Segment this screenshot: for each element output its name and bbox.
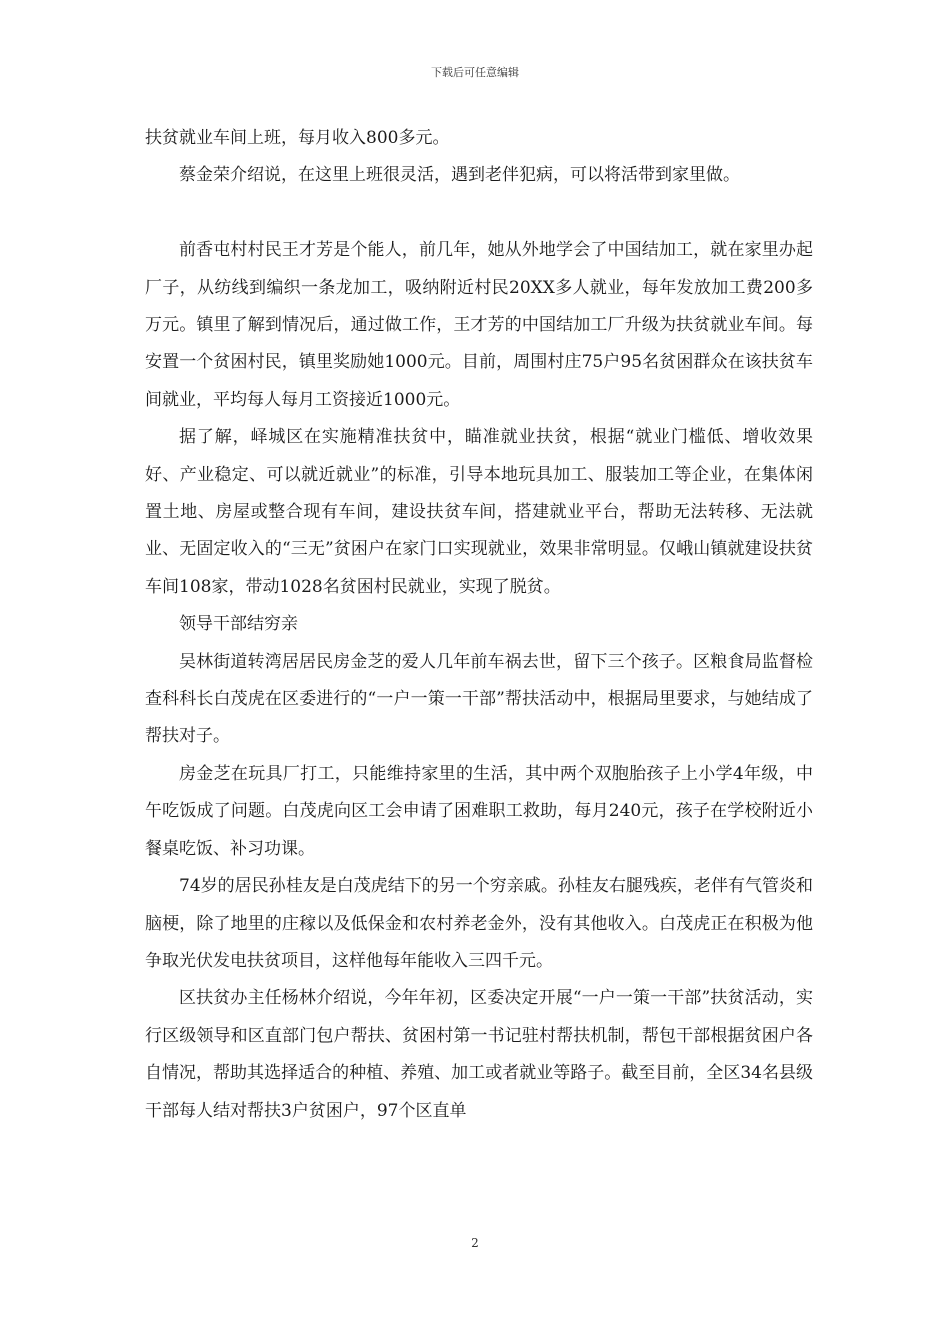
paragraph: 74岁的居民孙桂友是白茂虎结下的另一个穷亲戚。孙桂友右腿残疾，老伴有气管炎和脑梗，除了地里的庄稼以及低保金和农村养老金外，没有其他收入。白茂虎正在积极为他争取光伏发电扶贫项目，这样他每年能收入三四千元。 [145,876,813,971]
paragraph: 前香屯村村民王才芳是个能人，前几年，她从外地学会了中国结加工，就在家里办起厂子，从纺线到编织一条龙加工，吸纳附近村民20XX多人就业，每年发放加工费200多万元。镇里了解到情况后，通过做工作，王才芳的中国结加工厂升级为扶贫就业车间。每安置一个贫困村民，镇里奖励她1000元。目前，周围村庄75户95名贫困群众在该扶贫车间就业，平均每人每月工资接近1000元。 [145,240,813,410]
document-body [145,120,813,1130]
page-header: 下载后可任意编辑 [431,66,519,79]
paragraph: 据了解，峄城区在实施精准扶贫中，瞄准就业扶贫，根据“就业门槛低、增收效果好、产业稳定、可以就近就业”的标准，引导本地玩具加工、服装加工等企业，在集体闲置土地、房屋或整合现有车间，建设扶贫车间，搭建就业平台，帮助无法转移、无法就业、无固定收入的“三无”贫困户在家门口实现就业，效果非常明显。仅峨山镇就建设扶贫车间108家，带动1028名贫困村民就业，实现了脱贫。 [145,427,813,597]
paragraph: 吴林街道转湾居居民房金芝的爱人几年前车祸去世，留下三个孩子。区粮食局监督检查科科长白茂虎在区委进行的“一户一策一干部”帮扶活动中，根据局里要求，与她结成了帮扶对子。 [145,651,813,747]
section-heading: 领导干部结穷亲 [179,614,298,635]
page-number: 2 [471,1236,479,1250]
paragraph-continuation: 扶贫就业车间上班，每月收入800多元。 [145,128,450,148]
paragraph: 蔡金荣介绍说，在这里上班很灵活，遇到老伴犯病，可以将活带到家里做。 [179,165,740,186]
paragraph: 区扶贫办主任杨林介绍说，今年年初，区委决定开展“一户一策一干部”扶贫活动，实行区级领导和区直部门包户帮扶、贫困村第一书记驻村帮扶机制，帮包干部根据贫困户各自情况，帮助其选择适合的种植、养殖、加工或者就业等路子。截至目前，全区34名县级干部每人结对帮扶3户贫困户，97个区直单 [145,988,813,1121]
paragraph: 房金芝在玩具厂打工，只能维持家里的生活，其中两个双胞胎孩子上小学4年级，中午吃饭成了问题。白茂虎向区工会申请了困难职工救助，每月240元，孩子在学校附近小餐桌吃饭、补习功课。 [145,763,813,859]
